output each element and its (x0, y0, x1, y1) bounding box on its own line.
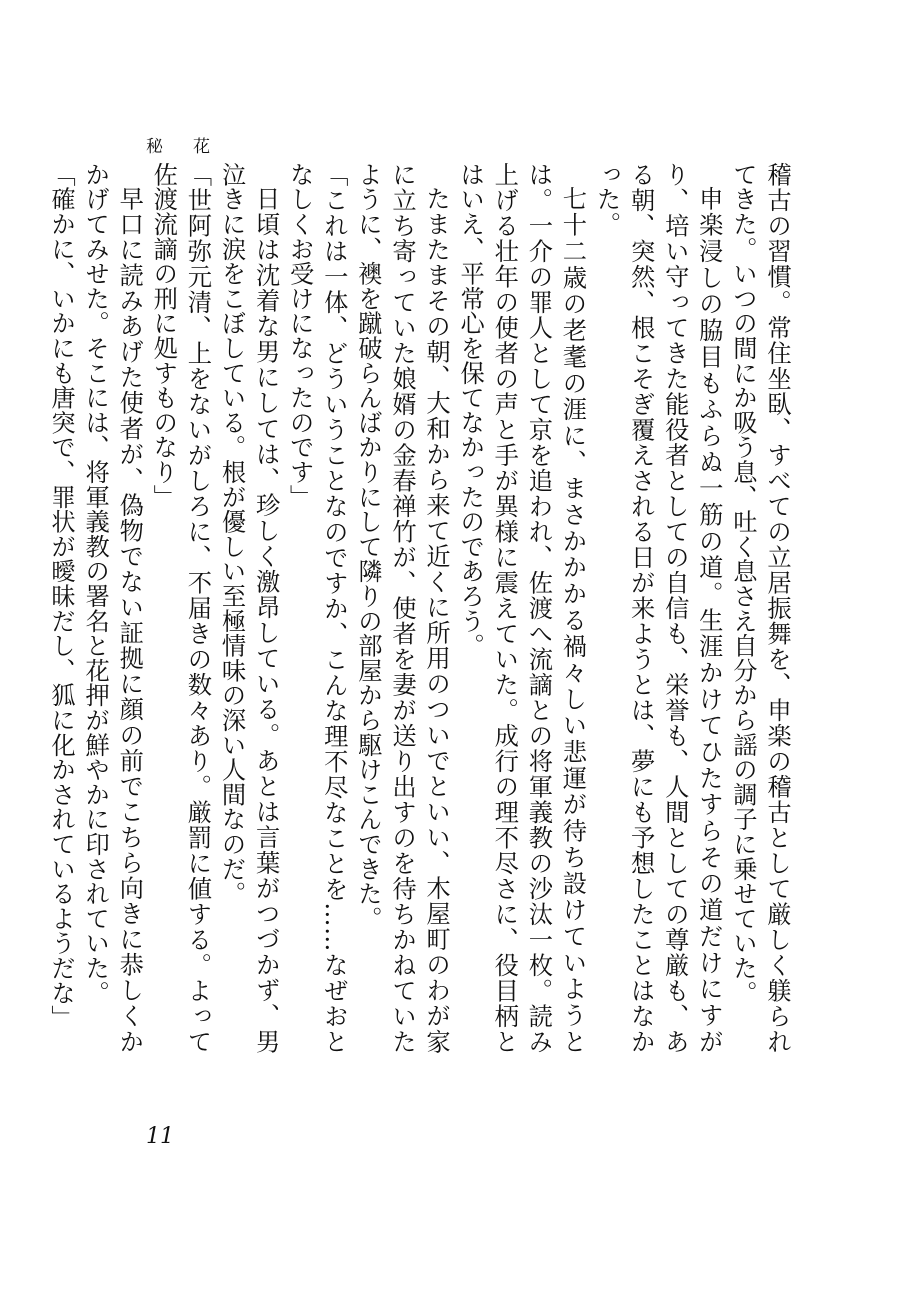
dialogue-paragraph: 「世阿弥元清、上をないがしろに、不届きの数々あり。厳罰に値する。よって佐渡流謫の刑に処すものなり」 (149, 162, 213, 1054)
running-head: 秘花 (146, 137, 240, 157)
page-number: 11 (146, 1124, 174, 1149)
dialogue-paragraph: 「確かに、いかにも唐突で、罪状が曖昧だし、狐に化かされているようだな」 (47, 162, 77, 1030)
paragraph: 稽古の習慣。常住坐臥、すべての立居振舞を、申楽の稽古として厳しく躾られてきた。いつの間にか吸う息、吐く息さえ自分から謡の調子に乗せていた。 (728, 162, 792, 1054)
dialogue-paragraph: 「これは一体、どういうことなのですか、こんな理不尽なことを……なぜおとなしくお受けになったのです」 (285, 162, 349, 1054)
paragraph: たまたまその朝、大和から来て近くに所用のついでといい、木屋町のわが家に立ち寄っていた娘婿の金春禅竹が、使者を妻が送り出すのを待ちかねていたように、襖を蹴破らんばかりにして隣りの部屋から駆けこんできた。 (353, 162, 452, 1054)
paragraph: 日頃は沈着な男にしては、珍しく激昂している。あとは言葉がつづかず、男泣きに涙をこぼしている。根が優しい至極情味の深い人間なのだ。 (217, 162, 281, 1054)
paragraph: 七十二歳の老耄の涯に、まさかかかる禍々しい悲運が待ち設けていようとは。一介の罪人として京を追われ、佐渡へ流謫との将軍義教の沙汰一枚。読み上げる壮年の使者の声と手が異様に震えていた。成行の理不尽さに、役目柄とはいえ、平常心を保てなかったのであろう。 (456, 162, 588, 1054)
body-text (47, 162, 794, 1054)
paragraph: 申楽浸しの脇目もふらぬ一筋の道。生涯かけてひたすらその道だけにすがり、培い守ってきた能役者としての自信も、栄誉も、人間としての尊厳も、ある朝、突然、根こそぎ覆えされる日が来ようとは、夢にも予想したことはなかった。 (592, 162, 724, 1054)
paragraph: 早口に読みあげた使者が、偽物でない証拠に顔の前でこちら向きに恭しくかかげてみせた。そこには、将軍義教の署名と花押が鮮やかに印されていた。 (81, 162, 145, 1054)
